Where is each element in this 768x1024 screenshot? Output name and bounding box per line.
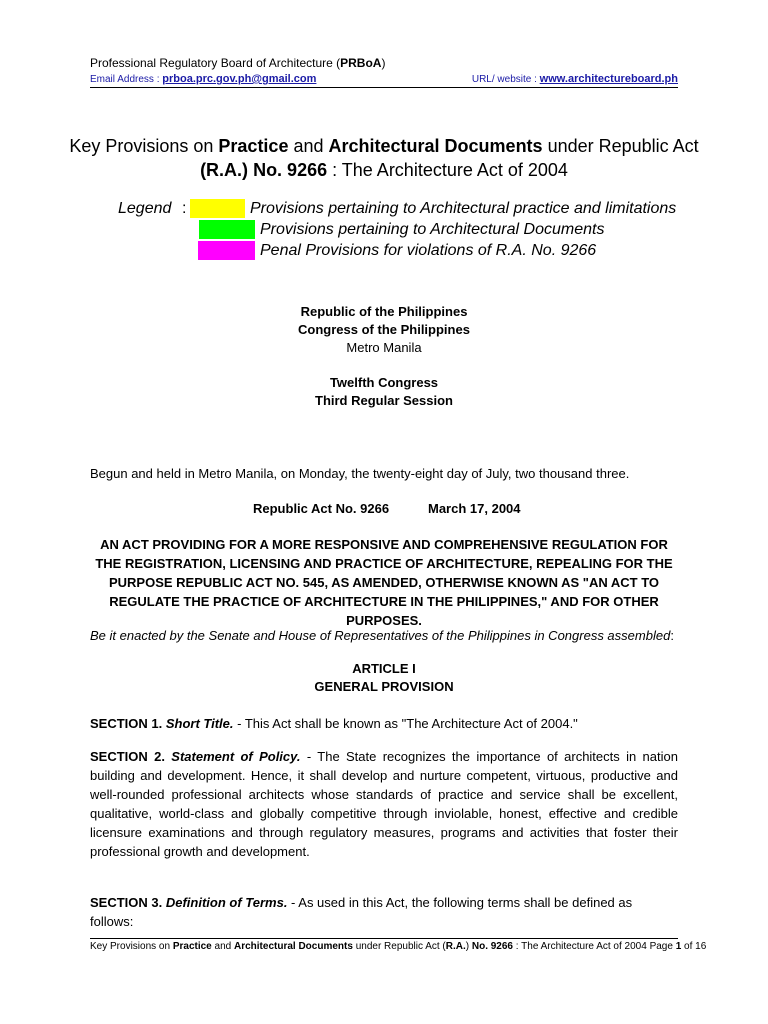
page-number: 1	[675, 941, 682, 952]
legend-swatch-magenta	[198, 241, 255, 260]
congress-block: Twelfth Congress Third Regular Session	[315, 375, 453, 408]
website-link[interactable]: www.architectureboard.ph	[539, 73, 678, 85]
header-organization: Professional Regulatory Board of Architecture (PRBoA)	[90, 56, 386, 70]
legend-item-penal: Penal Provisions for violations of R.A. No. 9266	[260, 242, 597, 259]
act-title: AN ACT PROVIDING FOR A MORE RESPONSIVE AND COMPREHENSIVE REGULATION FOR THE REGISTRATION, LICENSING AND PRACTICE OF ARCHITECTURE, REPEALING FOR THE PURPOSE REPUBLIC ACT NO. 545, AS AMENDED, OTHERWISE KNOWN AS "AN ACT TO REGULATE THE PRACTICE OF ARCHITECTURE IN THE PHILIPPINES," AND FOR OTHER PURPOSES.	[95, 537, 673, 628]
legend-item-practice: Provisions pertaining to Architectural practice and limitations	[250, 200, 677, 217]
ra-date: March 17, 2004	[428, 501, 521, 516]
section-3: SECTION 3. Definition of Terms. - As used in this Act, the following terms shall be defined as follows:	[90, 895, 633, 929]
section-1: SECTION 1. Short Title. - This Act shall be known as "The Architecture Act of 2004."	[90, 716, 578, 731]
article-heading: ARTICLE I GENERAL PROVISION	[314, 661, 454, 694]
url-label: URL/ website :	[471, 74, 540, 85]
header-contact	[90, 73, 678, 88]
legend-swatch-yellow	[190, 199, 245, 218]
legend-colon: :	[182, 200, 187, 217]
legend-label: Legend	[118, 200, 172, 217]
ra-number: Republic Act No. 9266	[253, 501, 390, 516]
preamble-block: Republic of the Philippines Congress of the Philippines Metro Manila	[298, 304, 470, 355]
section-2: SECTION 2. Statement of Policy. - The State recognizes the importance of architects in nation building and development. Hence, it shall develop and nurture competent, virtuous, productive and well-rounded professional architects whose standards of practice and service shall be excellent, qualitative, world-class and globally competitive through inviolable, honest, effective and credible licensure examinations and through regulatory measures, programs and activities that foster their professional growth and development.	[90, 749, 678, 859]
email-label: Email Address :	[90, 74, 163, 85]
email-link[interactable]: prboa.prc.gov.ph@gmail.com	[162, 73, 317, 85]
legend-item-documents: Provisions pertaining to Architectural Documents	[260, 221, 605, 238]
enacting-clause: Be it enacted by the Senate and House of Representatives of the Philippines in Congress assembled:	[90, 628, 674, 643]
legend-swatch-green	[199, 220, 255, 239]
document-title: Key Provisions on Practice and Architectural Documents under Republic Act (R.A.) No. 9266 : The Architecture Act of 2004	[69, 136, 699, 180]
footer-divider	[90, 938, 678, 939]
page-footer: Key Provisions on Practice and Architectural Documents under Republic Act (R.A.) No. 9266 : The Architecture Act of 2004 Page 1 of 16	[90, 941, 707, 952]
begun-statement: Begun and held in Metro Manila, on Monday, the twenty-eight day of July, two thousand three.	[90, 466, 630, 481]
